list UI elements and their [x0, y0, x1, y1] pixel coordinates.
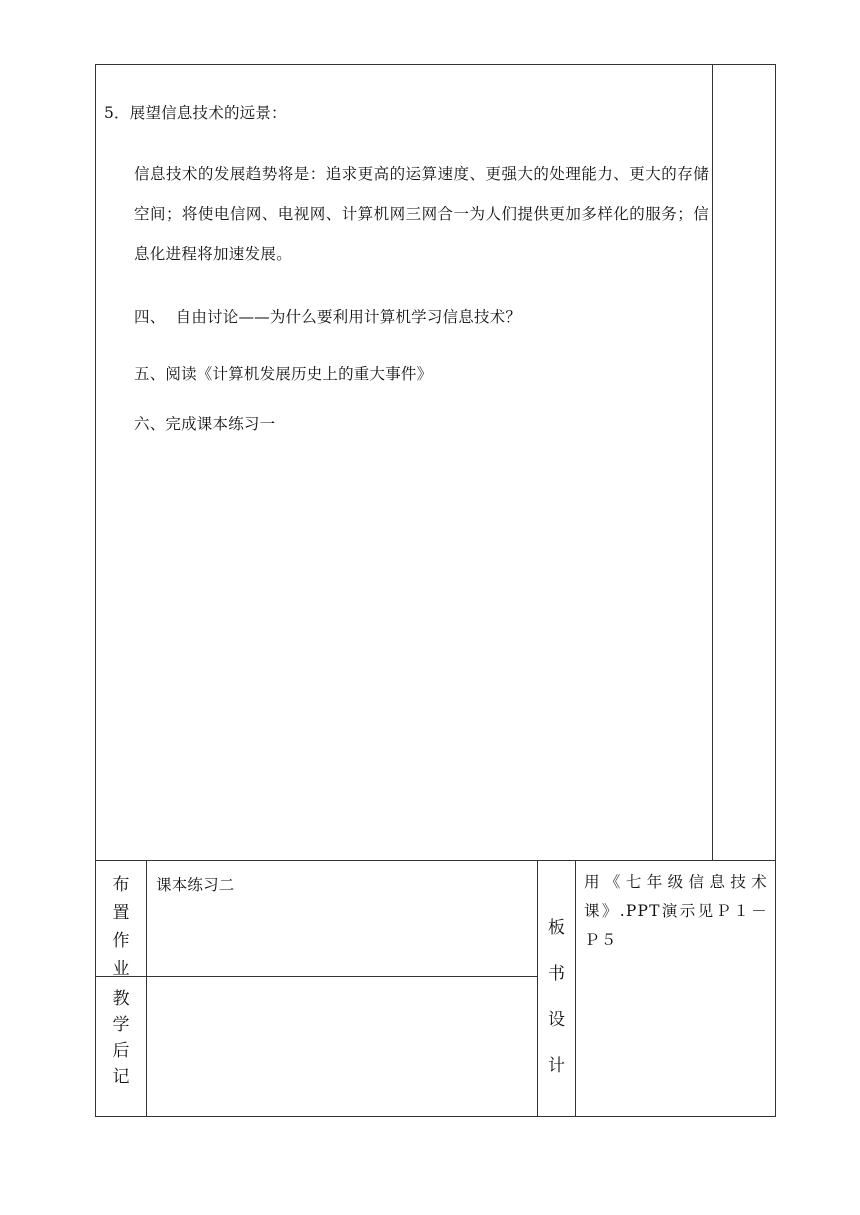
- content-bottom-divider: [95, 860, 776, 861]
- homework-label-char: 业: [112, 959, 130, 979]
- section6-exercise: 六、完成课本练习一: [134, 415, 276, 433]
- reflection-label-char: 后: [112, 1041, 130, 1061]
- reflection-label-char: 记: [112, 1067, 130, 1087]
- reflection-label-char: 教: [112, 989, 130, 1009]
- label-column-divider: [146, 860, 147, 1117]
- homework-label-char: 作: [112, 931, 130, 951]
- homework-label-char: 置: [112, 903, 130, 923]
- homework-row-divider: [95, 976, 538, 977]
- board-label-char: 设: [548, 1010, 565, 1030]
- reflection-label-char: 学: [112, 1015, 130, 1035]
- board-label-char: 计: [548, 1056, 565, 1076]
- board-label-char: 板: [548, 918, 565, 938]
- section5-reading: 五、阅读《计算机发展历史上的重大事件》: [134, 365, 433, 383]
- item5-heading: 5．展望信息技术的远景：: [104, 104, 287, 122]
- upper-column-divider: [712, 64, 713, 860]
- section4-discussion: 四、 自由讨论——为什么要利用计算机学习信息技术？: [134, 308, 522, 326]
- reflection-label: [96, 986, 146, 1090]
- homework-value: 课本练习二: [156, 876, 235, 894]
- homework-label-char: 布: [112, 875, 130, 895]
- item5-paragraph: 信息技术的发展趋势将是：追求更高的运算速度、更强大的处理能力、更大的存储空间；将使电信网、电视网、计算机网三网合一为人们提供更加多样化的服务；信息化进程将加速发展。: [134, 165, 709, 263]
- board-label-right-divider: [575, 860, 576, 1117]
- table-border-bottom: [95, 1116, 776, 1117]
- table-border-right: [775, 64, 776, 1117]
- board-design-value: 用《七年级信息技术课》.PPT演示见Ｐ１－Ｐ５: [584, 873, 768, 949]
- board-design-label: [538, 905, 575, 1089]
- board-label-char: 书: [548, 964, 565, 984]
- table-border-top: [95, 64, 776, 65]
- homework-label: [96, 871, 146, 983]
